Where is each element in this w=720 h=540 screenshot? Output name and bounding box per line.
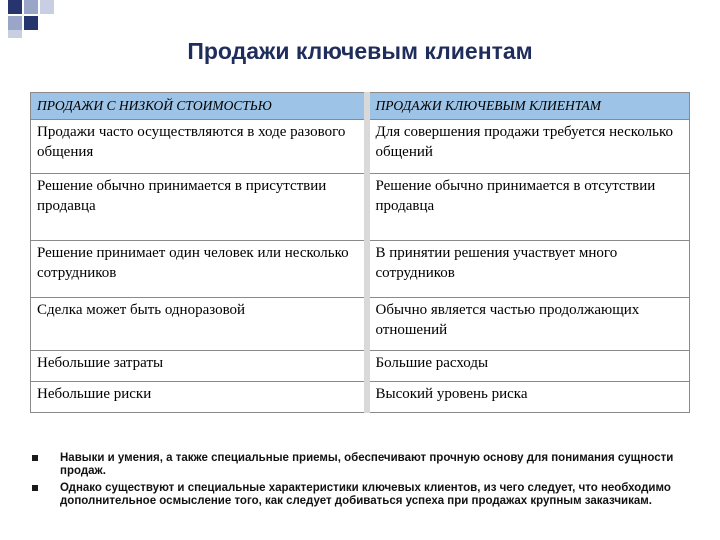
corner-decoration — [0, 0, 60, 40]
column-header-low-cost: ПРОДАЖИ С НИЗКОЙ СТОИМОСТЬЮ — [31, 93, 367, 120]
table-cell: Решение обычно принимается в присутствии продавца — [31, 174, 367, 241]
table-cell: Небольшие риски — [31, 382, 367, 413]
table-cell: В принятии решения участвует много сотрудников — [367, 241, 690, 298]
table-row — [31, 174, 690, 241]
notes-list — [30, 452, 700, 512]
slide-title: Продажи ключевым клиентам — [187, 38, 533, 64]
table-cell: Высокий уровень риска — [367, 382, 690, 413]
table-cell: Небольшие затраты — [31, 351, 367, 382]
note-text: Навыки и умения, а также специальные приемы, обеспечивают прочную основу для понимания сущности продаж. — [60, 452, 674, 477]
square-bullet-icon — [32, 485, 38, 491]
table-header-row — [31, 93, 690, 120]
table-cell: Большие расходы — [367, 351, 690, 382]
table-cell: Сделка может быть одноразовой — [31, 298, 367, 351]
table-cell: Решение обычно принимается в отсутствии продавца — [367, 174, 690, 241]
table-cell: Для совершения продажи требуется несколько общений — [367, 120, 690, 174]
table-cell: Продажи часто осуществляются в ходе разового общения — [31, 120, 367, 174]
table-row — [31, 298, 690, 351]
table-cell: Обычно является частью продолжающих отношений — [367, 298, 690, 351]
list-item — [30, 452, 700, 478]
table-row — [31, 351, 690, 382]
square-bullet-icon — [32, 455, 38, 461]
table-cell: Решение принимает один человек или несколько сотрудников — [31, 241, 367, 298]
column-header-key-clients: ПРОДАЖИ КЛЮЧЕВЫМ КЛИЕНТАМ — [367, 93, 690, 120]
table-row — [31, 120, 690, 174]
table-row — [31, 382, 690, 413]
comparison-table — [30, 92, 690, 413]
note-text: Однако существуют и специальные характеристики ключевых клиентов, из чего следует, что необходимо дополнительное осмысление того, как следует добиваться успеха при продажах крупным заказчикам. — [60, 482, 671, 507]
list-item — [30, 482, 700, 508]
table-row — [31, 241, 690, 298]
